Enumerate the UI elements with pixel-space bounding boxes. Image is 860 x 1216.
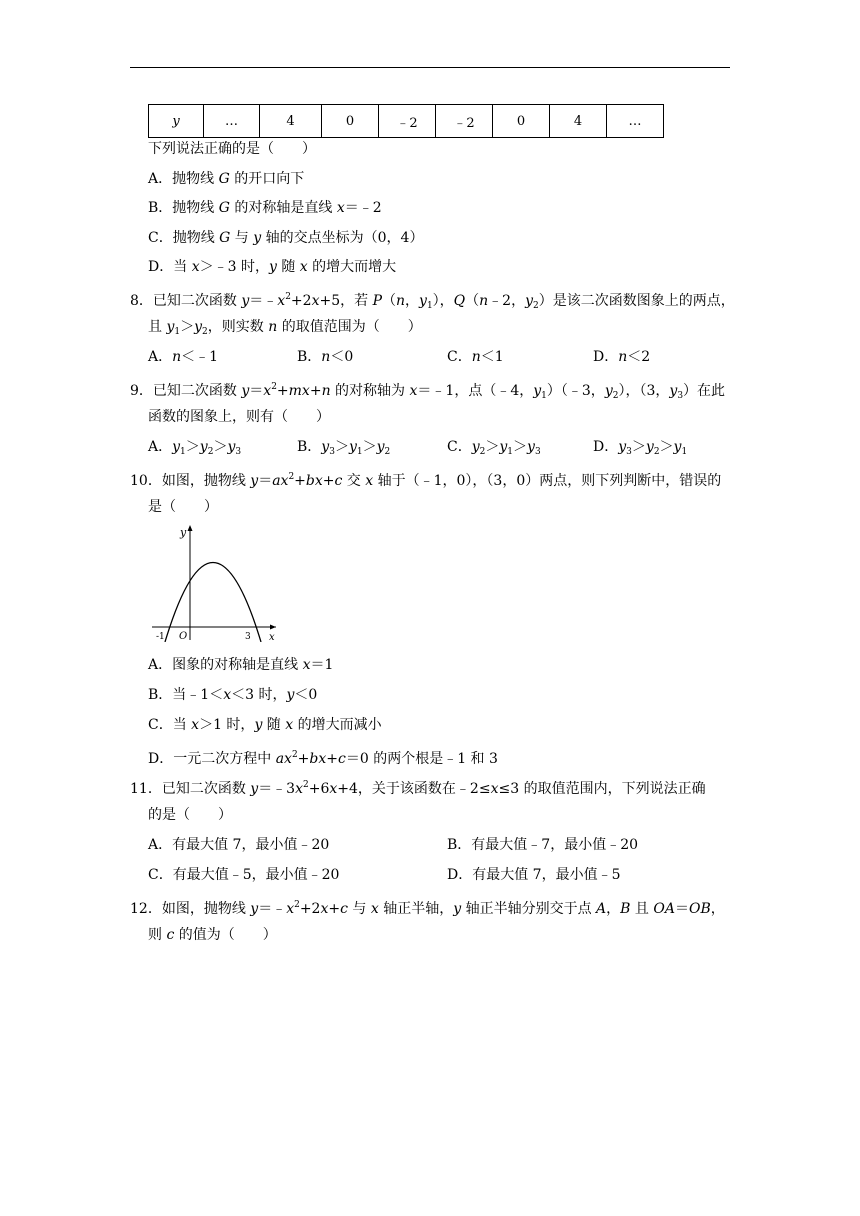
q8-option-c[interactable]: C．n＜1 [447,349,504,365]
table-cell: ﹣2 [379,105,436,138]
q12-stem-line2: 则 c 的值为（ ） [148,927,277,943]
x-axis-label: x [269,632,275,642]
tick-label-3: 3 [245,632,251,642]
q7-option-c[interactable]: C．抛物线 G 与 y 轴的交点坐标为（0，4） [148,230,424,246]
q9-stem-line1: 9．已知二次函数 $y=x^2+mx+n$ 的对称轴为 x＝﹣1，点（﹣4，$y_1)(﹣3$，$y_2$），（3，$y_3$）在此 [130,382,726,401]
q8-stem-line2: 且 $y_1>y_2$，则实数 n 的取值范围为（ ） [148,319,422,337]
q9-option-a[interactable]: A．$y_1>y_2>y_3$ [148,439,242,457]
q11-option-d[interactable]: D．有最大值 7，最小值﹣5 [447,867,621,883]
y-axis-arrow [188,525,193,531]
q9-option-c[interactable]: C．$y_2>y_1>y_3$ [447,439,541,457]
q10-option-a[interactable]: A．图象的对称轴是直线 x＝1 [148,657,334,673]
table-cell: 4 [550,105,607,138]
table-cell: 0 [322,105,379,138]
q11-stem-line2: 的是（ ） [148,807,232,823]
q7-option-a[interactable]: A．抛物线 G 的开口向下 [148,171,305,187]
value-table [148,104,664,138]
q10-stem-line2: 是（ ） [148,499,218,515]
origin-label: O [179,631,188,642]
q9-option-d[interactable]: D．$y_3>y_2>y_1$ [593,439,688,457]
table-cell: … [204,105,260,138]
q7-option-d[interactable]: D．当 x＞﹣3 时，y 随 x 的增大而增大 [148,259,397,275]
table-row [149,105,664,138]
q10-stem-line1: 10．如图，抛物线 $y=ax^2+bx+c$ 交 x 轴于（﹣1，0），（3，0）两点，则下列判断中，错误的 [130,472,722,489]
q10-option-d[interactable]: D．一元二次方程中 $ax^2+bx+c=0$ 的两个根是﹣1 和 3 [148,750,498,767]
q8-stem-line1: 8．已知二次函数 $y=﹣x^2+2x+5$，若 P（n，$y_1$），Q（n﹣2，$y_2$）是该二次函数图象上的两点， [130,292,735,311]
q11-option-a[interactable]: A．有最大值 7，最小值﹣20 [148,837,330,853]
q11-option-c[interactable]: C．有最大值﹣5，最小值﹣20 [148,867,340,883]
q11-stem-line1: 11．已知二次函数 $y=﹣3x^2+6x+4$，关于该函数在﹣2≤x≤3 的取值范围内，下列说法正确 [130,780,706,797]
parabola-graph [148,520,280,642]
x-axis-arrow [270,625,276,630]
q9-option-b[interactable]: B．$y_3>y_1>y_2$ [297,439,391,457]
q12-stem-line1: 12．如图，抛物线 $y=﹣x^2+2x+c$ 与 x 轴正半轴，y 轴正半轴分别交于点 A，B 且 OA＝OB， [130,900,725,917]
table-cell: 0 [493,105,550,138]
table-cell: … [607,105,664,138]
q11-option-b[interactable]: B．有最大值﹣7，最小值﹣20 [447,837,639,853]
table-cell: 4 [260,105,322,138]
q10-option-b[interactable]: B．当﹣1＜x＜3 时，y＜0 [148,687,318,703]
tick-label-neg1: -1 [156,632,165,642]
q7-option-b[interactable]: B．抛物线 G 的对称轴是直线 x＝﹣2 [148,200,382,216]
y-axis-label: y [180,526,187,539]
q8-option-a[interactable]: A．n＜﹣1 [148,349,219,365]
q7-stem: 下列说法正确的是（ ） [148,141,316,157]
q9-stem-line2: 函数的图象上，则有（ ） [148,409,330,425]
header-rule [130,67,730,68]
table-cell: ﹣2 [436,105,493,138]
q10-option-c[interactable]: C．当 x＞1 时，y 随 x 的增大而减小 [148,717,382,733]
q8-option-b[interactable]: B．n＜0 [297,349,354,365]
table-row-label: y [149,105,204,138]
q8-option-d[interactable]: D．n＜2 [593,349,651,365]
